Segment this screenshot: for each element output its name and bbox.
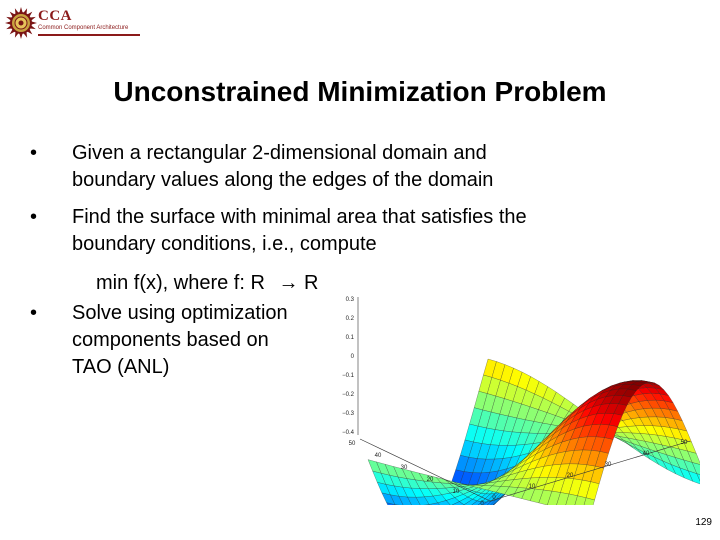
tick-label: 10	[452, 489, 460, 495]
tick-label: 0.1	[345, 335, 354, 341]
formula-suffix: R	[304, 272, 319, 294]
brand-subtitle: Common Component Architecture	[38, 25, 129, 31]
tick-label: 0.2	[345, 316, 354, 322]
tick-label: −0.4	[342, 430, 354, 436]
tick-label: 30	[400, 465, 408, 471]
bullet-line: components based on	[72, 329, 269, 351]
formula	[96, 270, 319, 296]
tick-label: 40	[642, 451, 650, 457]
tick-label: 20	[426, 477, 434, 483]
bullet-dot: •	[30, 206, 38, 228]
bullet-line: Solve using optimization	[72, 302, 288, 324]
bullet-dot: •	[30, 142, 38, 164]
tick-label: 0	[350, 354, 354, 360]
tick-label: −0.3	[342, 411, 354, 417]
tick-label: 10	[528, 484, 536, 490]
slide-title: Unconstrained Minimization Problem	[113, 76, 607, 107]
formula-prefix: min f(x), where f: R	[96, 272, 265, 294]
tick-label: −0.2	[342, 392, 354, 398]
tick-label: 0	[492, 495, 496, 501]
bullet-line: boundary values along the edges of the domain	[72, 169, 494, 191]
minimal-surface-plot	[330, 265, 700, 505]
brand-name: CCA	[38, 8, 72, 24]
tick-label: 0	[480, 501, 484, 505]
page-number: 129	[695, 517, 712, 528]
tick-label: 50	[348, 441, 356, 447]
tick-label: 50	[680, 440, 688, 446]
tick-label: −0.1	[342, 373, 354, 379]
bullet-line: boundary conditions, i.e., compute	[72, 233, 377, 255]
arrow-icon: →	[278, 272, 299, 294]
sun-seal-icon	[4, 6, 38, 40]
bullet-line: TAO (ANL)	[72, 356, 170, 378]
bullet-dot: •	[30, 302, 38, 324]
tick-label: 40	[374, 453, 382, 459]
tick-label: 20	[566, 473, 574, 479]
bullet-line: Given a rectangular 2-dimensional domain and	[72, 142, 487, 164]
bullet-line: Find the surface with minimal area that satisfies the	[72, 206, 527, 228]
tick-label: 0.3	[345, 297, 354, 303]
tick-label: 30	[604, 462, 612, 468]
brand-divider	[38, 34, 140, 36]
